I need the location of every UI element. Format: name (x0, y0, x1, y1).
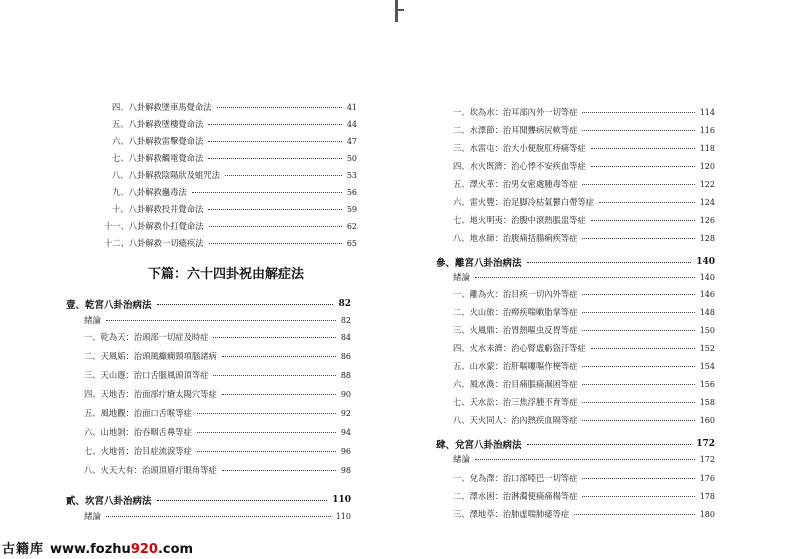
toc-entry-page: 148 (699, 307, 715, 317)
toc-entry-label: 緒論 (453, 273, 471, 283)
dot-leader (106, 516, 331, 517)
toc-entry-page: 160 (699, 415, 715, 425)
dot-leader (599, 202, 695, 203)
dot-leader (582, 294, 694, 295)
toc-entry[interactable] (453, 106, 715, 118)
toc-entry[interactable] (453, 214, 715, 226)
toc-entry[interactable] (112, 101, 357, 113)
toc-entry-label: 四、八卦解救墜車馬覺命法 (112, 102, 212, 112)
toc-entry-page: 118 (699, 143, 715, 153)
toc-entry-page: 120 (699, 161, 715, 171)
toc-entry[interactable] (84, 369, 351, 381)
toc-entry-label: 五、山水蒙：治肝嘔嘍嘔作梗等症 (453, 361, 578, 371)
toc-entry-label: 七、火地晉：治目症流淚等症 (84, 446, 192, 456)
dot-leader (527, 444, 692, 445)
toc-entry[interactable] (84, 388, 351, 400)
dot-leader (582, 112, 694, 113)
toc-entry[interactable] (104, 220, 357, 232)
dot-leader (582, 402, 694, 403)
toc-entry-label: 一、離為火：治目疾一切內外等症 (453, 289, 578, 299)
toc-entry-label: 五、澤火革：治男女密處腫毒等症 (453, 179, 578, 189)
watermark-url-number: 920 (130, 542, 158, 557)
toc-entry-page: 128 (699, 233, 715, 243)
toc-entry-label: 二、火山旅：治癆疾喘嗽脂掌等症 (453, 307, 578, 317)
toc-entry-label: 十二、八卦解救一切癔疾法 (104, 238, 204, 248)
toc-entry-label: 緒論 (84, 316, 102, 326)
dot-leader (213, 375, 335, 376)
toc-entry-page: 94 (340, 427, 351, 437)
toc-entry-page: 59 (346, 204, 357, 214)
toc-entry[interactable] (112, 203, 357, 215)
toc-entry-label: 八、地水師：治腹痛括腸痢疾等症 (453, 233, 578, 243)
dot-leader (157, 304, 334, 305)
toc-entry-page: 116 (699, 125, 715, 135)
toc-entry-intro[interactable] (84, 510, 351, 522)
toc-entry-page: 114 (699, 107, 715, 117)
toc-entry[interactable] (84, 407, 351, 419)
toc-entry-label: 一、坎為水：治耳部內外一切等症 (453, 107, 578, 117)
toc-entry[interactable] (453, 178, 715, 190)
toc-entry-label: 一、乾為天：治頭部一切症及時症 (84, 332, 209, 342)
dot-leader (197, 432, 336, 433)
dot-leader (582, 238, 694, 239)
page-gutter-mark (395, 0, 398, 22)
toc-entry-page: 44 (346, 119, 357, 129)
toc-entry-page: 53 (346, 170, 357, 180)
toc-entry[interactable] (112, 152, 357, 164)
toc-entry-label: 四、水火既濟：治心悸不安疾血等症 (453, 161, 586, 171)
toc-entry-page: 152 (699, 343, 715, 353)
toc-entry[interactable] (453, 124, 715, 136)
toc-entry-label: 八、火天大有：治頭頂眉疔眼角等症 (84, 465, 217, 475)
toc-entry[interactable] (453, 360, 715, 372)
watermark-footer (2, 538, 193, 557)
dot-leader (197, 451, 336, 452)
toc-entry-label: 四、火水未濟：治心腎虛虧盜汗等症 (453, 343, 586, 353)
dot-leader (222, 356, 336, 357)
section-page: 140 (696, 257, 715, 267)
toc-entry-intro[interactable] (453, 271, 715, 283)
toc-entry-page: 146 (699, 289, 715, 299)
toc-entry[interactable] (453, 414, 715, 426)
toc-entry[interactable] (112, 118, 357, 130)
dot-leader (208, 141, 342, 142)
toc-entry-label: 六、八卦解救雷擊覺命法 (112, 136, 204, 146)
toc-entry-label: 五、八卦解救墜樓覺命法 (112, 119, 204, 129)
part-title: 下篇：六十四卦祝由解症法 (148, 267, 305, 282)
toc-entry-label: 三、天山遯：治口舌腦風頭頂等症 (84, 370, 209, 380)
section-heading[interactable] (436, 437, 715, 451)
dot-leader (106, 320, 336, 321)
toc-entry-label: 九、八卦解救蠱毒法 (112, 187, 187, 197)
toc-entry[interactable] (453, 342, 715, 354)
toc-entry-page: 98 (340, 465, 351, 475)
toc-entry-label: 二、水澤節：治耳聞聾病尻軟等症 (453, 125, 578, 135)
toc-entry-label: 五、風地觀：治面口舌喉等症 (84, 408, 192, 418)
toc-entry-page: 56 (346, 187, 357, 197)
toc-entry-page: 47 (346, 136, 357, 146)
toc-entry-label: 十、八卦解救投井覺命法 (112, 204, 204, 214)
section-page: 172 (696, 439, 715, 449)
toc-entry[interactable] (84, 445, 351, 457)
toc-entry[interactable] (453, 378, 715, 390)
dot-leader (591, 348, 695, 349)
toc-entry[interactable] (453, 396, 715, 408)
section-page: 82 (338, 299, 351, 309)
dot-leader (222, 394, 336, 395)
toc-entry-label: 四、天地否：治面部疔瘡太陽穴等症 (84, 389, 217, 399)
toc-entry-label: 二、天風姤：治頭風癲癇頸項腦諸病 (84, 351, 217, 361)
dot-leader (582, 330, 694, 331)
toc-entry-label: 六、山地剝：治吞咽舌鼻等症 (84, 427, 192, 437)
section-label: 參、離宮八卦治病法 (436, 258, 522, 269)
dot-leader (582, 420, 694, 421)
dot-leader (157, 500, 328, 501)
toc-entry-intro[interactable] (84, 314, 351, 326)
toc-entry[interactable] (84, 350, 351, 362)
toc-entry[interactable] (453, 306, 715, 318)
section-label: 肆、兌宮八卦治病法 (436, 440, 522, 451)
toc-entry[interactable] (453, 508, 715, 520)
toc-entry-label: 緒論 (84, 512, 102, 522)
dot-leader (197, 413, 336, 414)
toc-entry-label: 緒論 (453, 455, 471, 465)
toc-entry-page: 86 (340, 351, 351, 361)
toc-entry-page: 62 (346, 221, 357, 231)
dot-leader (209, 243, 342, 244)
dot-leader (574, 514, 695, 515)
dot-leader (225, 175, 342, 176)
toc-entry-page: 122 (699, 179, 715, 189)
toc-entry[interactable] (453, 142, 715, 154)
dot-leader (591, 148, 695, 149)
toc-entry-page: 158 (699, 397, 715, 407)
toc-entry[interactable] (453, 232, 715, 244)
watermark-brand: 古籍库 (2, 542, 45, 557)
watermark-url-prefix: www.fozhu (50, 542, 131, 557)
toc-entry-page: 41 (346, 102, 357, 112)
toc-entry[interactable] (453, 196, 715, 208)
toc-entry-page: 90 (340, 389, 351, 399)
dot-leader (213, 337, 335, 338)
toc-entry-page: 88 (340, 370, 351, 380)
toc-entry-label: 六、雷火豐：治足脚冷枯氣鬱白帶等症 (453, 197, 595, 207)
watermark-url (50, 542, 193, 557)
toc-entry[interactable] (104, 237, 357, 249)
toc-entry-page: 92 (340, 408, 351, 418)
dot-leader (208, 209, 342, 210)
toc-entry[interactable] (453, 160, 715, 172)
dot-leader (582, 312, 694, 313)
section-heading[interactable] (436, 255, 715, 269)
toc-entry[interactable] (112, 135, 357, 147)
toc-entry[interactable] (453, 472, 715, 484)
toc-entry-label: 三、火風鼎：治胃熱嘔虫反胃等症 (453, 325, 578, 335)
toc-entry-label: 七、地火明夷：治腹中滾熱脹盅等症 (453, 215, 586, 225)
toc-entry-page: 178 (699, 491, 715, 501)
toc-entry-label: 六、風水渙：治目痛脹痛濕困等症 (453, 379, 578, 389)
toc-entry-page: 96 (340, 446, 351, 456)
toc-entry-page: 156 (699, 379, 715, 389)
dot-leader (192, 192, 342, 193)
toc-entry-label: 三、澤地萃：治肺虛喘肺痿等症 (453, 509, 570, 519)
dot-leader (217, 107, 342, 108)
toc-entry-label: 二、澤水困：治淋濁便痛痛楊等症 (453, 491, 578, 501)
dot-leader (208, 158, 342, 159)
toc-entry[interactable] (84, 331, 351, 343)
toc-entry-page: 126 (699, 215, 715, 225)
section-label: 貳、坎宮八卦治病法 (66, 496, 152, 507)
section-page: 110 (332, 495, 351, 505)
toc-entry-label: 十一、八卦解救仆打覺命法 (104, 221, 204, 231)
dot-leader (475, 459, 695, 460)
section-heading[interactable] (66, 493, 351, 507)
toc-entry-page: 180 (699, 509, 715, 519)
toc-entry-label: 七、天水訟：治三焦浮腫不育等症 (453, 397, 578, 407)
section-label: 壹、乾宮八卦治病法 (66, 300, 152, 311)
dot-leader (582, 184, 694, 185)
toc-entry[interactable] (112, 169, 357, 181)
toc-entry-page: 84 (340, 332, 351, 342)
toc-entry-label: 七、八卦解救觸電覺命法 (112, 153, 204, 163)
toc-entry-page: 140 (699, 272, 715, 282)
dot-leader (209, 226, 342, 227)
toc-entry-page: 172 (699, 454, 715, 464)
toc-entry-intro[interactable] (453, 453, 715, 465)
toc-entry-page: 154 (699, 361, 715, 371)
toc-entry[interactable] (453, 324, 715, 336)
dot-leader (582, 496, 694, 497)
dot-leader (475, 277, 695, 278)
dot-leader (222, 470, 336, 471)
dot-leader (208, 124, 342, 125)
page-gutter-tick (398, 9, 404, 11)
toc-entry-label: 八、天火同人：治內熱疾血隔等症 (453, 415, 578, 425)
watermark-url-suffix: .com (157, 542, 194, 557)
toc-entry-page: 176 (699, 473, 715, 483)
toc-entry-page: 82 (340, 315, 351, 325)
toc-entry-page: 110 (335, 511, 351, 521)
toc-entry-page: 150 (699, 325, 715, 335)
section-heading[interactable] (66, 297, 351, 311)
toc-entry-page: 50 (346, 153, 357, 163)
toc-entry[interactable] (112, 186, 357, 198)
toc-entry-label: 三、水雷屯：治大小便脫肛痔痛等症 (453, 143, 586, 153)
dot-leader (582, 130, 694, 131)
toc-entry[interactable] (84, 464, 351, 476)
dot-leader (591, 166, 695, 167)
dot-leader (527, 262, 692, 263)
toc-entry[interactable] (453, 490, 715, 502)
toc-entry-page: 65 (346, 238, 357, 248)
toc-entry-label: 一、兌為澤：治口部啞巴一切等症 (453, 473, 578, 483)
toc-entry-label: 八、八卦解救陰陽狀及蛆咒法 (112, 170, 220, 180)
dot-leader (591, 220, 695, 221)
dot-leader (582, 384, 694, 385)
toc-entry[interactable] (453, 288, 715, 300)
toc-entry-page: 124 (699, 197, 715, 207)
dot-leader (582, 366, 694, 367)
toc-entry[interactable] (84, 426, 351, 438)
dot-leader (582, 478, 694, 479)
